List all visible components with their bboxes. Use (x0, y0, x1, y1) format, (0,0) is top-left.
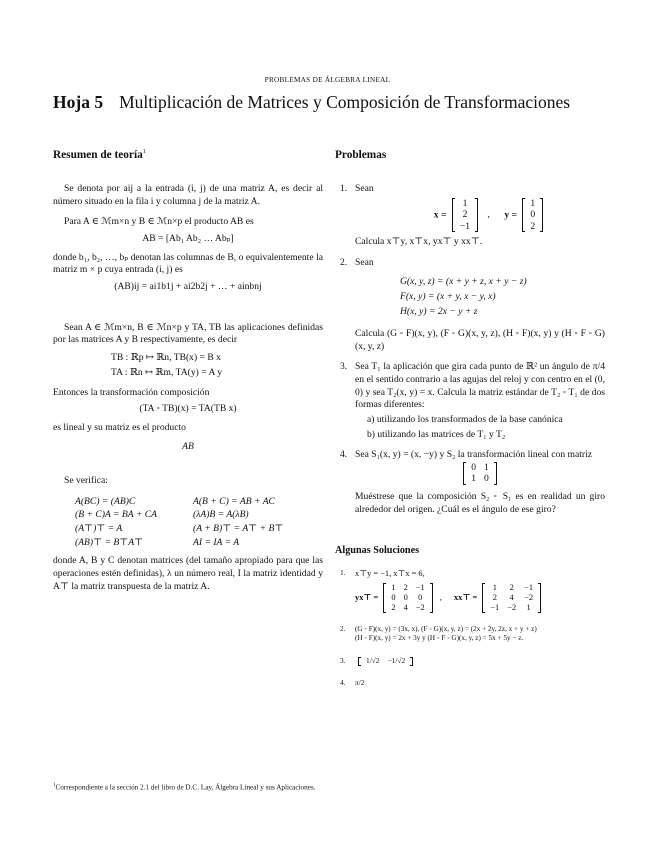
theory-paragraph-entry: Se denota por aij a la entrada (i, j) de una matriz A, es decir al número situado en la fila i y columna j de la matriz A. (53, 182, 323, 207)
problems-column (335, 148, 605, 699)
vector-y: 1 0 2 (522, 198, 543, 233)
solution-2: 2. (G ◦ F)(x, y) = (3x, x), (F ◦ G)(x, y, z) = (2x + 2y, 2z, x + y + z) (H ◦ F)(x, y) = 2x + 3y y (H ◦ F ◦ G)(x, y, z) = 5x + 5y − z. (340, 624, 537, 643)
matrix-yxT: 1 2 −1 0 0 0 2 4 −2 (383, 583, 432, 613)
equation-maps (53, 351, 323, 381)
problem-list (335, 183, 605, 516)
theory-paragraph-columns: donde b₁, b₂, …, bₚ denotan las columnas de B, o equivalentemente la matriz m × p cuya entrada (i, j) es (53, 251, 323, 276)
sheet-label: Hoja 5 (53, 92, 104, 112)
problem-2: 2. Sean G(x, y, z) = (x + y + z, x + y − z) F(x, y) = (x + y, x − y, x) H(x, y) = 2x − y + z Calcula (G ◦ F)(x, y), (F ◦ G)(x, y, z), (H ◦ F)(x, y) y (H ◦ F ◦ G)(x, y, z) (340, 256, 605, 352)
equation-composition: (TA ◦ TB)(x) = TA(TB x) (139, 403, 237, 415)
theory-paragraph-linear: es lineal y su matriz es el producto (53, 421, 186, 433)
solution-1: 1. x⊤y = −1, x⊤x = 6, yx⊤ = 1 2 −1 0 0 0 2 4 −2 , xx⊤ = 1 2 −1 2 4 −2 −1 −2 1 (335, 568, 605, 613)
property-item: (λA)B = A(λB) (193, 509, 249, 521)
problem-4-ask: Muéstrese que la composición S₂ ◦ S₁ es en realidad un giro alrededor del origen. ¿Cuál es el ángulo de ese giro? (355, 490, 605, 515)
property-item: AI = IA = A (193, 536, 240, 548)
solution-3: 3. 1/√2 −1/√2 (335, 656, 605, 666)
property-item: A(BC) = (AB)C (75, 495, 136, 507)
property-list (75, 496, 323, 550)
solution-4: 4. π/2 (340, 677, 365, 687)
problem-1: 1. Sean x = 1 2 −1 , y = 1 0 2 Calcula x⊤y, x⊤x, yx⊤ y xx⊤. (335, 183, 605, 249)
solution-list (335, 568, 605, 688)
equation-ab-entry: (AB)ij = ai1b1j + ai2b2j + … + ainbnj (114, 280, 262, 292)
function-definitions: G(x, y, z) = (x + y + z, x + y − z) F(x, y) = (x + y, x − y, x) H(x, y) = 2x − y + z (400, 276, 527, 318)
problem-4: 4. Sea S₁(x, y) = (x, −y) y S₂ la transformación lineal con matriz 0 1 1 0 Muéstrese que la composición S₂ ◦ S₁ es en realidad un giro alrededor del origen. ¿Cuál es el ángulo de ese giro? (340, 449, 605, 515)
page-title (53, 91, 570, 114)
problem-2-ask: Calcula (G ◦ F)(x, y), (F ◦ G)(x, y, z), (H ◦ F)(x, y) y (H ◦ F ◦ G)(x, y, z) (355, 327, 605, 352)
problem-3-option-a: a) utilizando los transformados de la base canónica (367, 413, 563, 425)
equation-tb: TB : ℝp ↦ ℝn, TB(x) = B x (111, 351, 221, 363)
problem-1-ask: Calcula x⊤y, x⊤x, yx⊤ y xx⊤. (355, 236, 483, 248)
problems-heading: Problemas (335, 149, 387, 161)
equation-product: AB (182, 440, 194, 452)
vectors-xy: x = 1 2 −1 , y = 1 0 2 (375, 198, 605, 233)
problem-3: 3. Sea T₁ la aplicación que gira cada punto de ℝ² un ángulo de π/4 en el sentido contrario a las agujas del reloj y con centro en el (0, 0) y sea T₂(x, y) = x. Calcula la matriz estándar de T₂ ◦ T₁ de dos formas diferentes: a) utilizando los transformados de la base canónica b) utilizando las matrices de T₁ y T₂ (340, 361, 605, 440)
property-item: (A⊤)⊤ = A (75, 523, 123, 535)
title-text: Multiplicación de Matrices y Composición de Transformaciones (119, 92, 571, 112)
matrix-solution-3: 1/√2 −1/√2 (358, 657, 413, 666)
theory-paragraph-properties: Se verifica: (64, 475, 108, 487)
property-item: A(B + C) = AB + AC (193, 495, 275, 507)
vector-x: 1 2 −1 (452, 198, 478, 233)
theory-paragraph-composition: Entonces la transformación composición (53, 386, 210, 398)
solutions-heading: Algunas Soluciones (335, 545, 420, 557)
equation-ta: TA : ℝn ↦ ℝm, TA(y) = A y (111, 366, 223, 378)
theory-column (53, 148, 323, 593)
footnote: $^1$Correspondiente a la sección 2.1 del libro de D.C. Lay, Álgebra Lineal y sus Aplicaciones. (53, 783, 316, 792)
theory-heading: Resumen de teoría$^1$ (53, 149, 146, 161)
property-item: (B + C)A = BA + CA (75, 509, 157, 521)
theory-paragraph-definitions: donde A, B y C denotan matrices (del tamaño apropiado para que las operaciones estén definidas), λ un número real, I la matriz identidad y A⊤ la matriz transpuesta de la matriz A. (53, 555, 323, 592)
property-item: (A + B)⊤ = A⊤ + B⊤ (193, 523, 284, 535)
running-header: PROBLEMAS DE ÁLGEBRA LINEAL (264, 76, 391, 84)
property-item: (AB)⊤ = B⊤A⊤ (75, 536, 144, 548)
matrix-xxT: 1 2 −1 2 4 −2 −1 −2 1 (482, 583, 541, 613)
problem-3-option-b: b) utilizando las matrices de T₁ y T₂ (367, 428, 506, 440)
theory-paragraph-product: Para A ∈ ℳm×n y B ∈ ℳn×p el producto AB es (64, 216, 254, 228)
theory-paragraph-maps: Sean A ∈ ℳm×n, B ∈ ℳn×p y TA, TB las aplicaciones definidas por las matrices A y B respectivamente, es decir (53, 321, 323, 346)
equation-ab-columns: AB = [Ab₁ Ab₂ … Abₚ] (142, 232, 234, 244)
matrix-s2: 0 1 1 0 (355, 462, 605, 485)
